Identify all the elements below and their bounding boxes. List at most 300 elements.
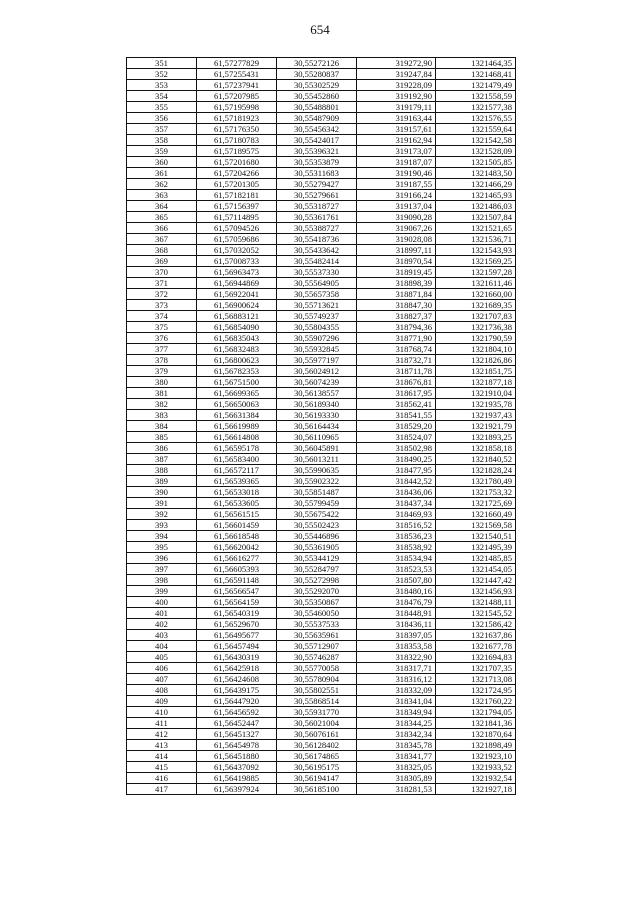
point-number-cell: 417 [127,784,197,795]
point-number-cell: 359 [127,146,197,157]
longitude-cell: 30,55537330 [277,267,357,278]
table-row [127,399,516,410]
x-coordinate-cell: 318281,53 [357,784,436,795]
point-number-cell: 380 [127,377,197,388]
point-number-cell: 391 [127,498,197,509]
y-coordinate-cell: 1321877,18 [436,377,516,388]
point-number-cell: 381 [127,388,197,399]
x-coordinate-cell: 318562,41 [357,399,436,410]
point-number-cell: 405 [127,652,197,663]
point-number-cell: 365 [127,212,197,223]
longitude-cell: 30,55804355 [277,322,357,333]
longitude-cell: 30,55272126 [277,58,357,69]
y-coordinate-cell: 1321495,39 [436,542,516,553]
latitude-cell: 61,56832483 [197,344,277,355]
table-row [127,157,516,168]
latitude-cell: 61,56631384 [197,410,277,421]
latitude-cell: 61,56591148 [197,575,277,586]
y-coordinate-cell: 1321790,59 [436,333,516,344]
longitude-cell: 30,55388727 [277,223,357,234]
point-number-cell: 408 [127,685,197,696]
longitude-cell: 30,56193330 [277,410,357,421]
table-row [127,146,516,157]
y-coordinate-cell: 1321542,58 [436,135,516,146]
latitude-cell: 61,56566547 [197,586,277,597]
x-coordinate-cell: 318341,77 [357,751,436,762]
table-row [127,91,516,102]
longitude-cell: 30,55868514 [277,696,357,707]
table-row [127,256,516,267]
y-coordinate-cell: 1321923,10 [436,751,516,762]
table-row [127,102,516,113]
coordinates-table-body [127,58,516,795]
table-row [127,586,516,597]
latitude-cell: 61,57182181 [197,190,277,201]
table-row [127,531,516,542]
latitude-cell: 61,56620042 [197,542,277,553]
x-coordinate-cell: 318711,78 [357,366,436,377]
y-coordinate-cell: 1321828,24 [436,465,516,476]
table-row [127,333,516,344]
point-number-cell: 390 [127,487,197,498]
latitude-cell: 61,57059686 [197,234,277,245]
y-coordinate-cell: 1321937,43 [436,410,516,421]
y-coordinate-cell: 1321713,08 [436,674,516,685]
y-coordinate-cell: 1321507,84 [436,212,516,223]
latitude-cell: 61,56437092 [197,762,277,773]
x-coordinate-cell: 318536,23 [357,531,436,542]
point-number-cell: 411 [127,718,197,729]
y-coordinate-cell: 1321660,00 [436,289,516,300]
y-coordinate-cell: 1321536,71 [436,234,516,245]
latitude-cell: 61,57195998 [197,102,277,113]
latitude-cell: 61,57277829 [197,58,277,69]
latitude-cell: 61,56922041 [197,289,277,300]
point-number-cell: 370 [127,267,197,278]
y-coordinate-cell: 1321454,05 [436,564,516,575]
latitude-cell: 61,56618548 [197,531,277,542]
latitude-cell: 61,57032052 [197,245,277,256]
longitude-cell: 30,55488801 [277,102,357,113]
table-row [127,454,516,465]
y-coordinate-cell: 1321851,75 [436,366,516,377]
y-coordinate-cell: 1321545,52 [436,608,516,619]
x-coordinate-cell: 318305,89 [357,773,436,784]
point-number-cell: 409 [127,696,197,707]
x-coordinate-cell: 318332,09 [357,685,436,696]
latitude-cell: 61,57189575 [197,146,277,157]
x-coordinate-cell: 318534,94 [357,553,436,564]
x-coordinate-cell: 319162,94 [357,135,436,146]
longitude-cell: 30,55302529 [277,80,357,91]
x-coordinate-cell: 318768,74 [357,344,436,355]
point-number-cell: 361 [127,168,197,179]
latitude-cell: 61,56457494 [197,641,277,652]
x-coordinate-cell: 318341,04 [357,696,436,707]
latitude-cell: 61,56751500 [197,377,277,388]
longitude-cell: 30,55433642 [277,245,357,256]
table-row [127,421,516,432]
point-number-cell: 402 [127,619,197,630]
x-coordinate-cell: 319067,26 [357,223,436,234]
latitude-cell: 61,56616277 [197,553,277,564]
x-coordinate-cell: 318476,79 [357,597,436,608]
table-row [127,663,516,674]
x-coordinate-cell: 318325,05 [357,762,436,773]
point-number-cell: 403 [127,630,197,641]
longitude-cell: 30,55279661 [277,190,357,201]
x-coordinate-cell: 319228,09 [357,80,436,91]
latitude-cell: 61,57204266 [197,168,277,179]
point-number-cell: 360 [127,157,197,168]
point-number-cell: 389 [127,476,197,487]
point-number-cell: 364 [127,201,197,212]
x-coordinate-cell: 318436,11 [357,619,436,630]
latitude-cell: 61,56533605 [197,498,277,509]
longitude-cell: 30,55284797 [277,564,357,575]
table-row [127,564,516,575]
page-number: 654 [310,22,330,37]
y-coordinate-cell: 1321597,28 [436,267,516,278]
x-coordinate-cell: 318502,98 [357,443,436,454]
point-number-cell: 378 [127,355,197,366]
longitude-cell: 30,55344129 [277,553,357,564]
table-row [127,135,516,146]
table-row [127,388,516,399]
table-row [127,80,516,91]
table-row [127,168,516,179]
latitude-cell: 61,56529670 [197,619,277,630]
table-row [127,443,516,454]
latitude-cell: 61,56605393 [197,564,277,575]
latitude-cell: 61,56699365 [197,388,277,399]
table-row [127,344,516,355]
longitude-cell: 30,56185100 [277,784,357,795]
y-coordinate-cell: 1321826,86 [436,355,516,366]
latitude-cell: 61,56452447 [197,718,277,729]
y-coordinate-cell: 1321468,41 [436,69,516,80]
table-row [127,212,516,223]
longitude-cell: 30,55311683 [277,168,357,179]
y-coordinate-cell: 1321736,38 [436,322,516,333]
latitude-cell: 61,56963473 [197,267,277,278]
longitude-cell: 30,56138557 [277,388,357,399]
y-coordinate-cell: 1321780,49 [436,476,516,487]
x-coordinate-cell: 319166,24 [357,190,436,201]
table-row [127,608,516,619]
y-coordinate-cell: 1321927,18 [436,784,516,795]
y-coordinate-cell: 1321486,03 [436,201,516,212]
point-number-cell: 362 [127,179,197,190]
latitude-cell: 61,56451880 [197,751,277,762]
point-number-cell: 374 [127,311,197,322]
x-coordinate-cell: 318541,55 [357,410,436,421]
x-coordinate-cell: 318469,93 [357,509,436,520]
latitude-cell: 61,56619989 [197,421,277,432]
longitude-cell: 30,56076161 [277,729,357,740]
y-coordinate-cell: 1321677,78 [436,641,516,652]
longitude-cell: 30,56189340 [277,399,357,410]
y-coordinate-cell: 1321707,35 [436,663,516,674]
y-coordinate-cell: 1321893,25 [436,432,516,443]
longitude-cell: 30,56045891 [277,443,357,454]
latitude-cell: 61,56495677 [197,630,277,641]
table-row [127,432,516,443]
latitude-cell: 61,56439175 [197,685,277,696]
latitude-cell: 61,56533018 [197,487,277,498]
latitude-cell: 61,56782353 [197,366,277,377]
x-coordinate-cell: 318529,20 [357,421,436,432]
latitude-cell: 61,56425918 [197,663,277,674]
table-row [127,190,516,201]
y-coordinate-cell: 1321611,46 [436,278,516,289]
table-row [127,773,516,784]
latitude-cell: 61,56540319 [197,608,277,619]
longitude-cell: 30,55482414 [277,256,357,267]
y-coordinate-cell: 1321660,49 [436,509,516,520]
y-coordinate-cell: 1321689,35 [436,300,516,311]
coordinates-table [126,57,516,795]
point-number-cell: 416 [127,773,197,784]
y-coordinate-cell: 1321840,52 [436,454,516,465]
table-row [127,487,516,498]
x-coordinate-cell: 318732,71 [357,355,436,366]
latitude-cell: 61,56564159 [197,597,277,608]
table-row [127,784,516,795]
longitude-cell: 30,55318727 [277,201,357,212]
longitude-cell: 30,56074239 [277,377,357,388]
longitude-cell: 30,56013211 [277,454,357,465]
x-coordinate-cell: 318516,52 [357,520,436,531]
point-number-cell: 415 [127,762,197,773]
longitude-cell: 30,55802551 [277,685,357,696]
y-coordinate-cell: 1321483,50 [436,168,516,179]
x-coordinate-cell: 319157,61 [357,124,436,135]
longitude-cell: 30,55361761 [277,212,357,223]
latitude-cell: 61,56601459 [197,520,277,531]
table-row [127,300,516,311]
latitude-cell: 61,57180783 [197,135,277,146]
y-coordinate-cell: 1321586,42 [436,619,516,630]
y-coordinate-cell: 1321933,52 [436,762,516,773]
table-row [127,498,516,509]
y-coordinate-cell: 1321540,51 [436,531,516,542]
table-row [127,641,516,652]
point-number-cell: 406 [127,663,197,674]
point-number-cell: 355 [127,102,197,113]
latitude-cell: 61,56900624 [197,300,277,311]
longitude-cell: 30,55353879 [277,157,357,168]
longitude-cell: 30,55907296 [277,333,357,344]
point-number-cell: 366 [127,223,197,234]
point-number-cell: 376 [127,333,197,344]
y-coordinate-cell: 1321456,93 [436,586,516,597]
latitude-cell: 61,56561515 [197,509,277,520]
longitude-cell: 30,56195175 [277,762,357,773]
y-coordinate-cell: 1321559,64 [436,124,516,135]
y-coordinate-cell: 1321577,38 [436,102,516,113]
point-number-cell: 393 [127,520,197,531]
y-coordinate-cell: 1321794,05 [436,707,516,718]
point-number-cell: 368 [127,245,197,256]
x-coordinate-cell: 318871,84 [357,289,436,300]
x-coordinate-cell: 318317,71 [357,663,436,674]
point-number-cell: 407 [127,674,197,685]
longitude-cell: 30,55657358 [277,289,357,300]
y-coordinate-cell: 1321485,85 [436,553,516,564]
x-coordinate-cell: 318523,53 [357,564,436,575]
table-row [127,223,516,234]
table-row [127,762,516,773]
latitude-cell: 61,56572117 [197,465,277,476]
table-row [127,124,516,135]
latitude-cell: 61,57201305 [197,179,277,190]
latitude-cell: 61,57114895 [197,212,277,223]
x-coordinate-cell: 318676,81 [357,377,436,388]
longitude-cell: 30,55272998 [277,575,357,586]
y-coordinate-cell: 1321932,54 [436,773,516,784]
latitude-cell: 61,56430319 [197,652,277,663]
point-number-cell: 352 [127,69,197,80]
longitude-cell: 30,55746287 [277,652,357,663]
point-number-cell: 379 [127,366,197,377]
y-coordinate-cell: 1321558,59 [436,91,516,102]
y-coordinate-cell: 1321569,58 [436,520,516,531]
x-coordinate-cell: 318397,05 [357,630,436,641]
point-number-cell: 392 [127,509,197,520]
latitude-cell: 61,57255431 [197,69,277,80]
table-row [127,179,516,190]
x-coordinate-cell: 318997,11 [357,245,436,256]
longitude-cell: 30,55292070 [277,586,357,597]
table-row [127,69,516,80]
x-coordinate-cell: 318345,78 [357,740,436,751]
x-coordinate-cell: 319272,90 [357,58,436,69]
latitude-cell: 61,56595178 [197,443,277,454]
x-coordinate-cell: 319187,55 [357,179,436,190]
table-row [127,58,516,69]
table-row [127,366,516,377]
latitude-cell: 61,57094526 [197,223,277,234]
y-coordinate-cell: 1321724,95 [436,685,516,696]
x-coordinate-cell: 318353,58 [357,641,436,652]
y-coordinate-cell: 1321505,85 [436,157,516,168]
x-coordinate-cell: 319179,11 [357,102,436,113]
table-row [127,575,516,586]
table-row [127,685,516,696]
table-row [127,278,516,289]
longitude-cell: 30,55537533 [277,619,357,630]
y-coordinate-cell: 1321694,83 [436,652,516,663]
table-row [127,718,516,729]
y-coordinate-cell: 1321466,29 [436,179,516,190]
longitude-cell: 30,55712907 [277,641,357,652]
latitude-cell: 61,56454978 [197,740,277,751]
latitude-cell: 61,56424608 [197,674,277,685]
longitude-cell: 30,55279427 [277,179,357,190]
latitude-cell: 61,56583400 [197,454,277,465]
longitude-cell: 30,55280837 [277,69,357,80]
point-number-cell: 373 [127,300,197,311]
longitude-cell: 30,55780904 [277,674,357,685]
latitude-cell: 61,56451327 [197,729,277,740]
x-coordinate-cell: 319247,84 [357,69,436,80]
latitude-cell: 61,57176350 [197,124,277,135]
x-coordinate-cell: 318344,25 [357,718,436,729]
table-row [127,113,516,124]
point-number-cell: 394 [127,531,197,542]
longitude-cell: 30,55460050 [277,608,357,619]
longitude-cell: 30,55932845 [277,344,357,355]
point-number-cell: 396 [127,553,197,564]
table-row [127,377,516,388]
y-coordinate-cell: 1321858,18 [436,443,516,454]
x-coordinate-cell: 318507,80 [357,575,436,586]
longitude-cell: 30,55902322 [277,476,357,487]
table-row [127,520,516,531]
latitude-cell: 61,56456592 [197,707,277,718]
x-coordinate-cell: 318827,37 [357,311,436,322]
x-coordinate-cell: 318847,30 [357,300,436,311]
longitude-cell: 30,55713621 [277,300,357,311]
point-number-cell: 351 [127,58,197,69]
longitude-cell: 30,55350867 [277,597,357,608]
table-row [127,652,516,663]
table-row [127,201,516,212]
longitude-cell: 30,55502423 [277,520,357,531]
y-coordinate-cell: 1321921,79 [436,421,516,432]
longitude-cell: 30,55675422 [277,509,357,520]
longitude-cell: 30,56024912 [277,366,357,377]
latitude-cell: 61,57156397 [197,201,277,212]
x-coordinate-cell: 318442,52 [357,476,436,487]
x-coordinate-cell: 318524,07 [357,432,436,443]
table-row [127,729,516,740]
point-number-cell: 387 [127,454,197,465]
table-row [127,740,516,751]
latitude-cell: 61,56800623 [197,355,277,366]
longitude-cell: 30,56021004 [277,718,357,729]
longitude-cell: 30,55487909 [277,113,357,124]
longitude-cell: 30,56164434 [277,421,357,432]
point-number-cell: 372 [127,289,197,300]
point-number-cell: 382 [127,399,197,410]
point-number-cell: 377 [127,344,197,355]
table-row [127,553,516,564]
x-coordinate-cell: 319192,90 [357,91,436,102]
x-coordinate-cell: 318898,39 [357,278,436,289]
point-number-cell: 410 [127,707,197,718]
point-number-cell: 412 [127,729,197,740]
x-coordinate-cell: 318322,90 [357,652,436,663]
x-coordinate-cell: 318794,36 [357,322,436,333]
y-coordinate-cell: 1321479,49 [436,80,516,91]
point-number-cell: 357 [127,124,197,135]
table-row [127,322,516,333]
y-coordinate-cell: 1321870,64 [436,729,516,740]
table-row [127,465,516,476]
table-row [127,751,516,762]
y-coordinate-cell: 1321898,49 [436,740,516,751]
latitude-cell: 61,56419885 [197,773,277,784]
table-row [127,410,516,421]
x-coordinate-cell: 318538,92 [357,542,436,553]
x-coordinate-cell: 318477,95 [357,465,436,476]
table-row [127,289,516,300]
y-coordinate-cell: 1321753,32 [436,487,516,498]
latitude-cell: 61,56883121 [197,311,277,322]
point-number-cell: 385 [127,432,197,443]
